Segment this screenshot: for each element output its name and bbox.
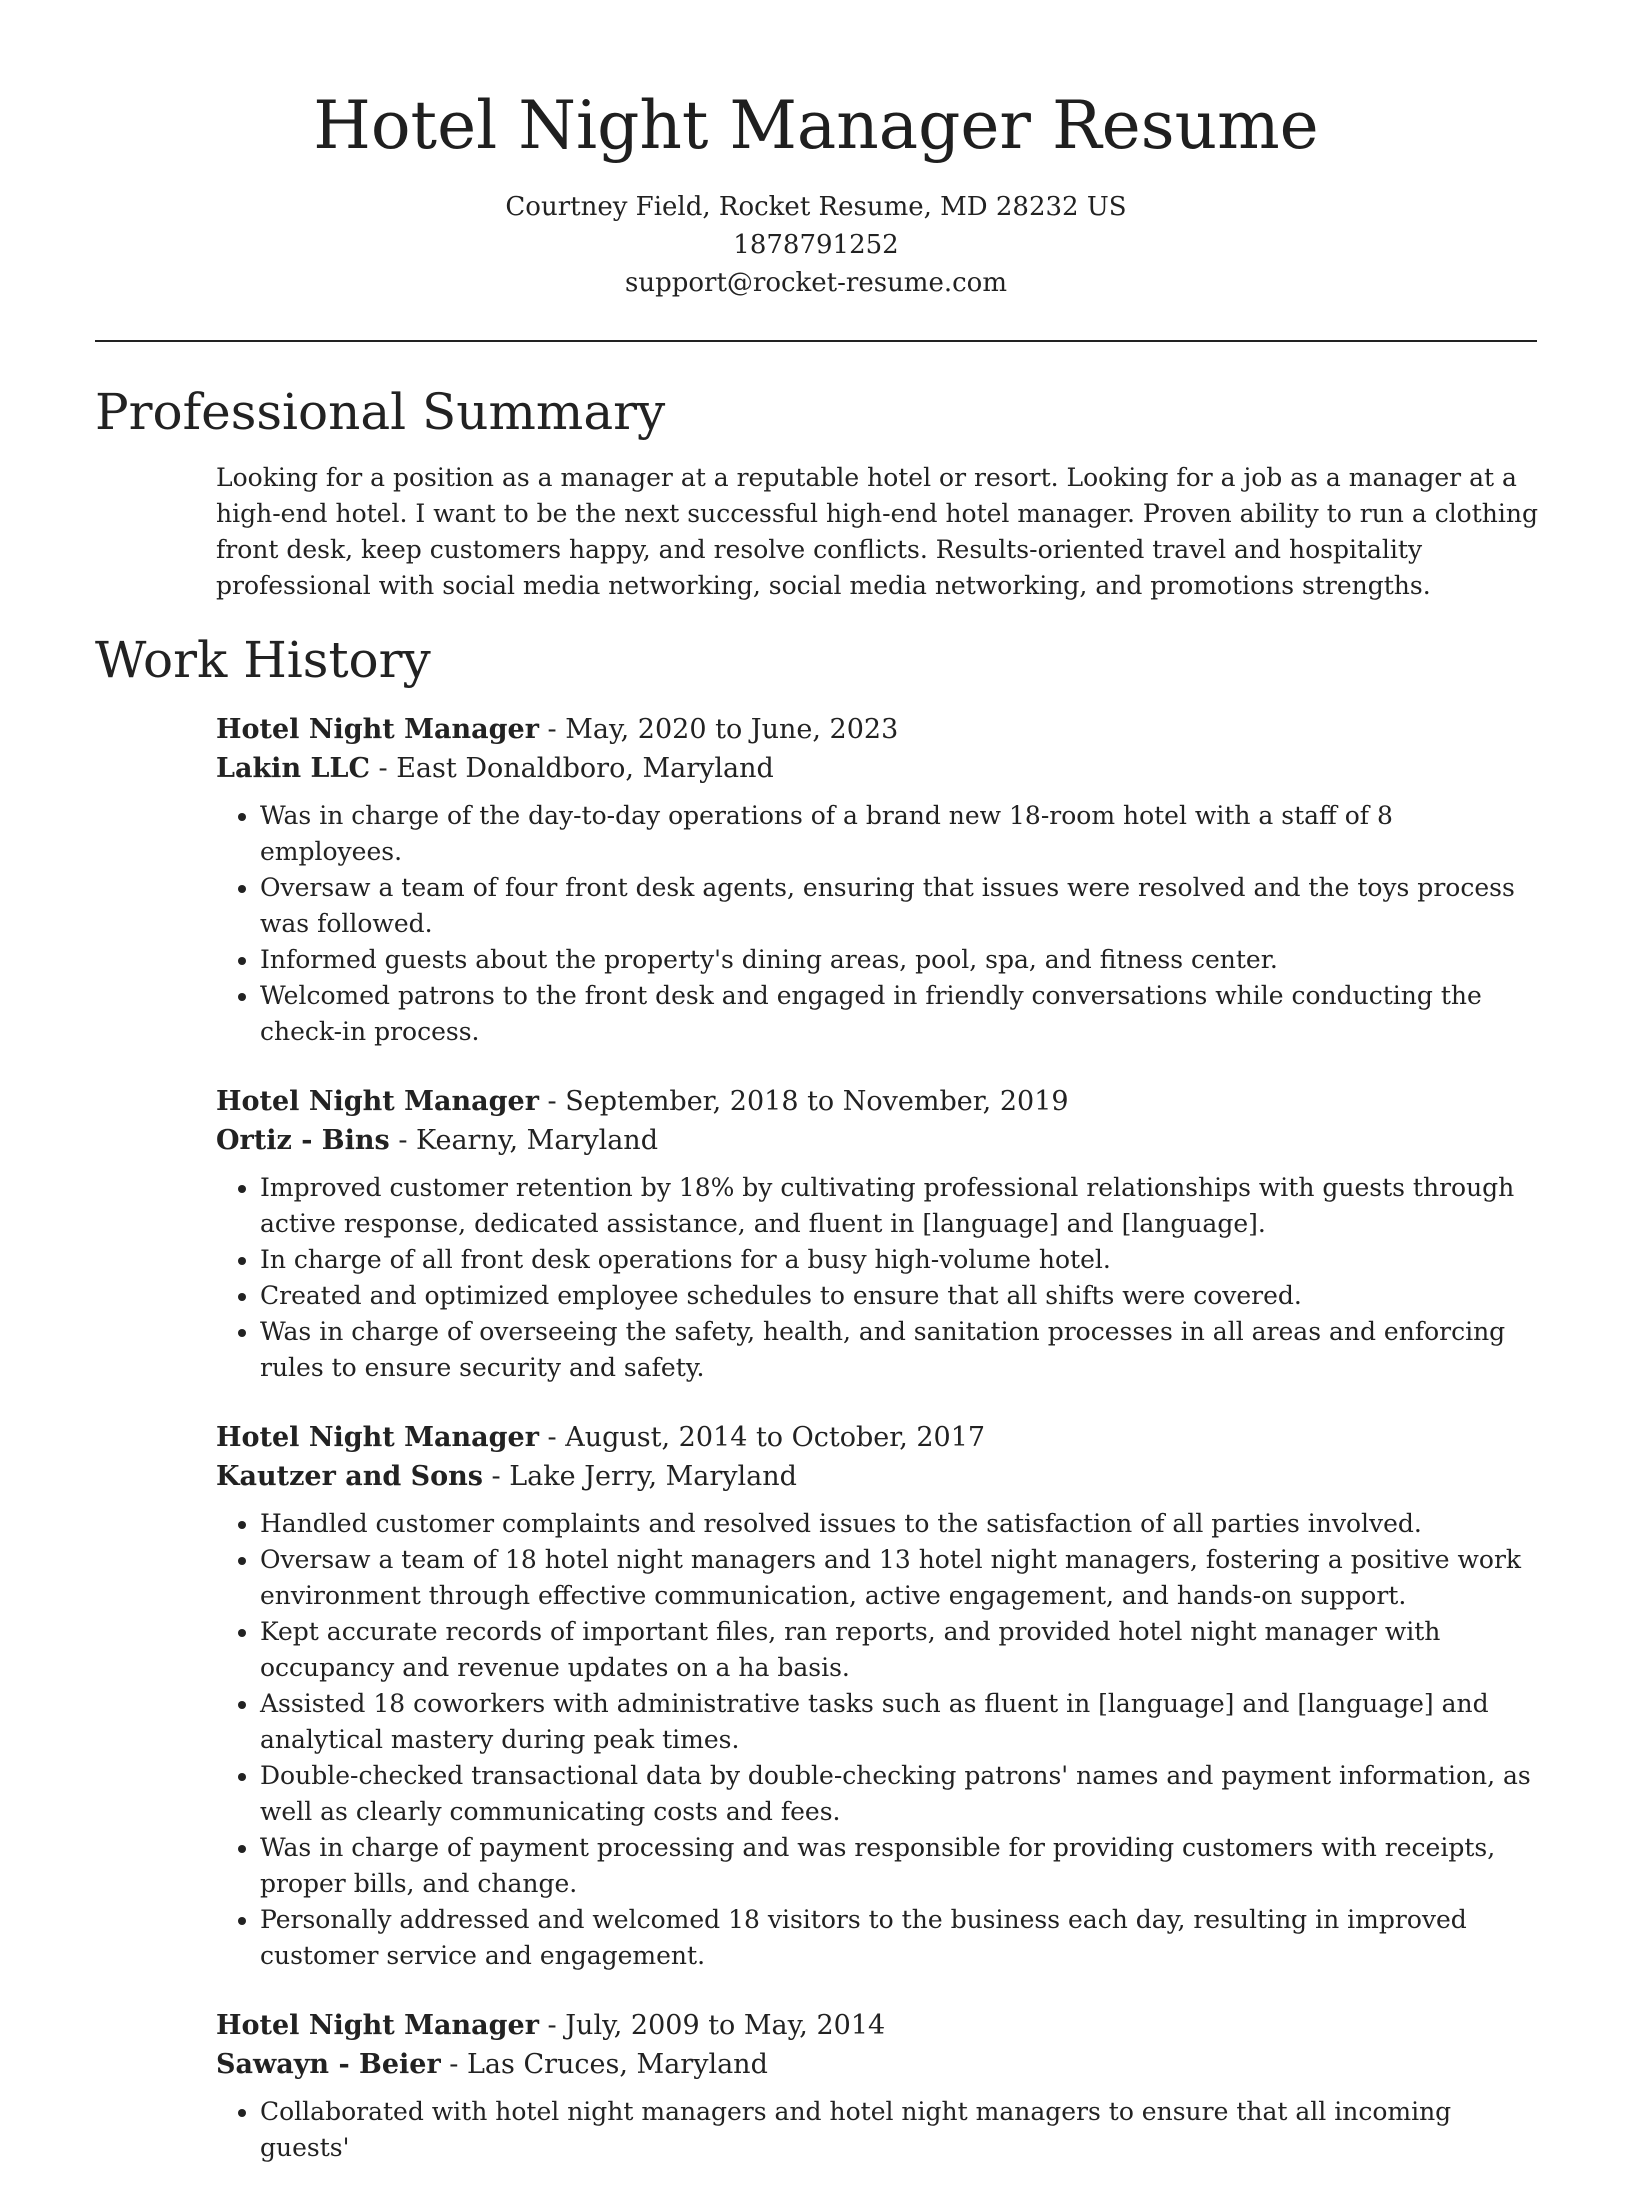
job-company-line [216, 2045, 1541, 2084]
job-entry [216, 1418, 1541, 1974]
resume-header [0, 78, 1632, 302]
job-title: Hotel Night Manager [216, 1422, 539, 1453]
job-bullet: • Was in charge of payment processing and was responsible for providing customers with receipts, proper bills, and change. [260, 1830, 1541, 1902]
job-location: - Kearny, Maryland [389, 1125, 658, 1156]
job-bullet: • Was in charge of overseeing the safety, health, and sanitation processes in all areas and enforcing rules to ensure security and safety. [260, 1314, 1541, 1386]
job-bullets [216, 798, 1541, 1050]
job-bullet: • Handled customer complaints and resolved issues to the satisfaction of all parties involved. [260, 1506, 1541, 1542]
job-dates: - May, 2020 to June, 2023 [538, 714, 899, 745]
summary-heading: Professional Summary [95, 383, 666, 441]
job-title-line [216, 2006, 1541, 2045]
job-bullet: • Welcomed patrons to the front desk and engaged in friendly conversations while conducting the check-in process. [260, 978, 1541, 1050]
job-entry [216, 1082, 1541, 1386]
job-company-line [216, 749, 1541, 788]
job-bullet: • Oversaw a team of four front desk agents, ensuring that issues were resolved and the toys process was followed. [260, 870, 1541, 942]
job-title-line [216, 1082, 1541, 1121]
job-location: - Lake Jerry, Maryland [482, 1461, 797, 1492]
job-company: Lakin LLC [216, 753, 370, 784]
resume-title: Hotel Night Manager Resume [313, 87, 1319, 164]
contact-phone: 1878791252 [733, 230, 899, 260]
contact-block [0, 188, 1632, 302]
header-divider [95, 340, 1537, 342]
job-location: - East Donaldboro, Maryland [369, 753, 774, 784]
job-entry [216, 2006, 1541, 2166]
job-bullet: • Double-checked transactional data by double-checking patrons' names and payment information, as well as clearly communicating costs and fees. [260, 1758, 1541, 1830]
job-company: Ortiz - Bins [216, 1125, 390, 1156]
job-bullets [216, 1170, 1541, 1386]
job-title: Hotel Night Manager [216, 714, 539, 745]
job-bullet: • Improved customer retention by 18% by cultivating professional relationships with guests through active response, dedicated assistance, and fluent in [language] and [language]. [260, 1170, 1541, 1242]
job-entry [216, 710, 1541, 1050]
job-bullet: • Personally addressed and welcomed 18 visitors to the business each day, resulting in improved customer service and engagement. [260, 1902, 1541, 1974]
job-title-line [216, 1418, 1541, 1457]
contact-address: Courtney Field, Rocket Resume, MD 28232 US [505, 192, 1127, 222]
summary-text: Looking for a position as a manager at a reputable hotel or resort. Looking for a job as a manager at a high-end hotel. I want to be the next successful high-end hotel manager. Proven ability to run a clothing front desk, keep customers happy, and resolve conflicts. Results-oriented travel and hospitality professional with social media networking, social media networking, and promotions strengths. [216, 463, 1538, 600]
work-history-heading: Work History [95, 631, 431, 689]
job-bullet: • Was in charge of the day-to-day operations of a brand new 18-room hotel with a staff of 8 employees. [260, 798, 1541, 870]
job-company: Kautzer and Sons [216, 1461, 483, 1492]
job-bullets [216, 2094, 1541, 2166]
job-company-line [216, 1457, 1541, 1496]
job-bullet: • Kept accurate records of important files, ran reports, and provided hotel night manager with occupancy and revenue updates on a ha basis. [260, 1614, 1541, 1686]
job-bullet: • Created and optimized employee schedules to ensure that all shifts were covered. [260, 1278, 1541, 1314]
job-dates: - July, 2009 to May, 2014 [538, 2010, 886, 2041]
job-company-line [216, 1121, 1541, 1160]
job-bullet: • Oversaw a team of 18 hotel night managers and 13 hotel night managers, fostering a positive work environment through effective communication, active engagement, and hands-on support. [260, 1542, 1541, 1614]
work-history-list [216, 710, 1541, 2198]
job-company: Sawayn - Beier [216, 2049, 441, 2080]
job-dates: - August, 2014 to October, 2017 [538, 1422, 986, 1453]
job-bullet: • In charge of all front desk operations for a busy high-volume hotel. [260, 1242, 1541, 1278]
job-location: - Las Cruces, Maryland [440, 2049, 768, 2080]
contact-email: support@rocket-resume.com [624, 268, 1007, 298]
job-title-line [216, 710, 1541, 749]
job-title: Hotel Night Manager [216, 2010, 539, 2041]
job-bullets [216, 1506, 1541, 1974]
job-title: Hotel Night Manager [216, 1086, 539, 1117]
job-bullet: • Informed guests about the property's dining areas, pool, spa, and fitness center. [260, 942, 1541, 978]
job-bullet: • Assisted 18 coworkers with administrative tasks such as fluent in [language] and [language] and analytical mastery during peak times. [260, 1686, 1541, 1758]
job-dates: - September, 2018 to November, 2019 [538, 1086, 1069, 1117]
job-bullet: • Collaborated with hotel night managers and hotel night managers to ensure that all incoming guests' [260, 2094, 1541, 2166]
